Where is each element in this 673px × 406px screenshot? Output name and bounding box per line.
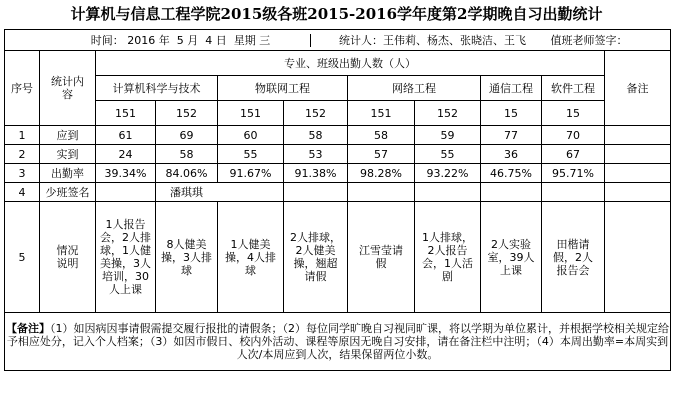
note-cell: [5, 313, 671, 371]
remark-cell: [605, 202, 671, 313]
situation-cell: 1人排球，2人报告会，1人活剧: [415, 202, 481, 313]
major-header: 通信工程: [481, 76, 542, 101]
header-row-1: [5, 51, 671, 76]
class-header: 151: [96, 101, 156, 126]
day-value: 4: [205, 33, 213, 47]
note-row: [5, 313, 671, 371]
major-header: 物联网工程: [218, 76, 348, 101]
weekday-label: 星期: [233, 33, 256, 47]
major-header: 网络工程: [348, 76, 481, 101]
month-unit: 月: [187, 33, 199, 47]
table-cell: 98.28%: [348, 164, 415, 183]
table-cell: 59: [415, 126, 481, 145]
major-header: 软件工程: [542, 76, 605, 101]
table-row: [5, 126, 671, 145]
situation-cell: 2人实验室，39人上课: [481, 202, 542, 313]
page-title: 计算机与信息工程学院2015级各班2015-2016学年度第2学期晚自习出勤统计: [70, 5, 603, 23]
signature-cell: 潘琪琪: [156, 183, 284, 202]
teacher-signature-label: 值班老师签字：: [550, 33, 628, 47]
attendance-table: [4, 29, 671, 371]
row-number: 1: [5, 126, 40, 145]
note-text: （1）如因病因事请假需提交履行报批的请假条；（2）每位同学旷晚自习视同旷课，将以学期为单位累计，并根据学校相关规定给予相应处分，记入个人档案；（3）如因市假日、校内外活动、课程等原因无晚自习安排，请在备注栏中注明；（4）本周出勤率=本周实到人次/本周应到人次，结果保留两位小数。: [6, 322, 670, 361]
table-cell: 60: [218, 126, 284, 145]
seq-header: 序号: [5, 51, 40, 126]
signature-empty-cell: [415, 183, 481, 202]
stats-people: 王伟莉、杨杰、张晓洁、王飞: [383, 33, 527, 47]
class-header: 15: [481, 101, 542, 126]
table-cell: 57: [348, 145, 415, 164]
remark-cell: [605, 183, 671, 202]
table-cell: 70: [542, 126, 605, 145]
remark-cell: [605, 126, 671, 145]
row-number: 4: [5, 183, 40, 202]
class-header: 15: [542, 101, 605, 126]
row-number: 5: [5, 202, 40, 313]
situation-cell: 1人健美操，4人排球: [218, 202, 284, 313]
table-cell: 58: [284, 126, 348, 145]
year-unit: 年: [158, 33, 170, 47]
table-cell: 93.22%: [415, 164, 481, 183]
table-cell: 67: [542, 145, 605, 164]
day-unit: 日: [215, 33, 227, 47]
remark-cell: [605, 164, 671, 183]
table-cell: 84.06%: [156, 164, 218, 183]
signature-empty-cell: [542, 183, 605, 202]
row-label: 少班签名: [40, 183, 96, 202]
table-cell: 46.75%: [481, 164, 542, 183]
class-header: 152: [156, 101, 218, 126]
note-label: 【备注】: [6, 322, 51, 335]
stats-label: 统计人：: [339, 33, 384, 47]
group-header: 专业、班级出勤人数（人）: [96, 51, 605, 76]
situation-cell: 1人报告会，2人排球，1人健美操，3人培训，30人上课: [96, 202, 156, 313]
table-cell: 77: [481, 126, 542, 145]
class-header: 151: [218, 101, 284, 126]
table-cell: 58: [348, 126, 415, 145]
table-cell: 69: [156, 126, 218, 145]
table-cell: 95.71%: [542, 164, 605, 183]
row-label: 情况说明: [40, 202, 96, 313]
table-cell: 91.67%: [218, 164, 284, 183]
date-info: [52, 34, 310, 47]
class-header: 152: [415, 101, 481, 126]
signature-empty-cell: [284, 183, 348, 202]
class-header: 152: [284, 101, 348, 126]
row-number: 3: [5, 164, 40, 183]
row-number: 2: [5, 145, 40, 164]
row-label: 实到: [40, 145, 96, 164]
table-cell: 58: [156, 145, 218, 164]
month-value: 5: [176, 33, 184, 47]
content-header: 统计内容: [40, 51, 96, 126]
situation-cell: 2人排球，2人健美操，翘超请假: [284, 202, 348, 313]
table-cell: 55: [415, 145, 481, 164]
remark-header: 备注: [605, 51, 671, 126]
table-cell: 24: [96, 145, 156, 164]
header-row-classes: [5, 101, 671, 126]
table-cell: 53: [284, 145, 348, 164]
header-row-majors: [5, 76, 671, 101]
situation-cell: 8人健美操，3人排球: [156, 202, 218, 313]
row-label: 应到: [40, 126, 96, 145]
year-value: 2016: [127, 33, 156, 47]
major-header: 计算机科学与技术: [96, 76, 218, 101]
situation-cell: 江雪莹请假: [348, 202, 415, 313]
table-cell: 55: [218, 145, 284, 164]
situation-cell: 田楷请假，2人报告会: [542, 202, 605, 313]
table-cell: 39.34%: [96, 164, 156, 183]
info-row: [5, 30, 671, 51]
row-label: 出勤率: [40, 164, 96, 183]
table-cell: 61: [96, 126, 156, 145]
signature-empty-cell: [348, 183, 415, 202]
sign-row: [5, 183, 671, 202]
table-cell: 36: [481, 145, 542, 164]
time-label: 时间：: [90, 33, 124, 47]
table-row: [5, 164, 671, 183]
signature-empty-cell: [96, 183, 156, 202]
remark-cell: [605, 145, 671, 164]
class-header: 151: [348, 101, 415, 126]
table-row: [5, 145, 671, 164]
stats-info: [310, 34, 551, 47]
signature-empty-cell: [481, 183, 542, 202]
situation-row: [5, 202, 671, 313]
weekday-value: 三: [259, 33, 271, 47]
table-cell: 91.38%: [284, 164, 348, 183]
